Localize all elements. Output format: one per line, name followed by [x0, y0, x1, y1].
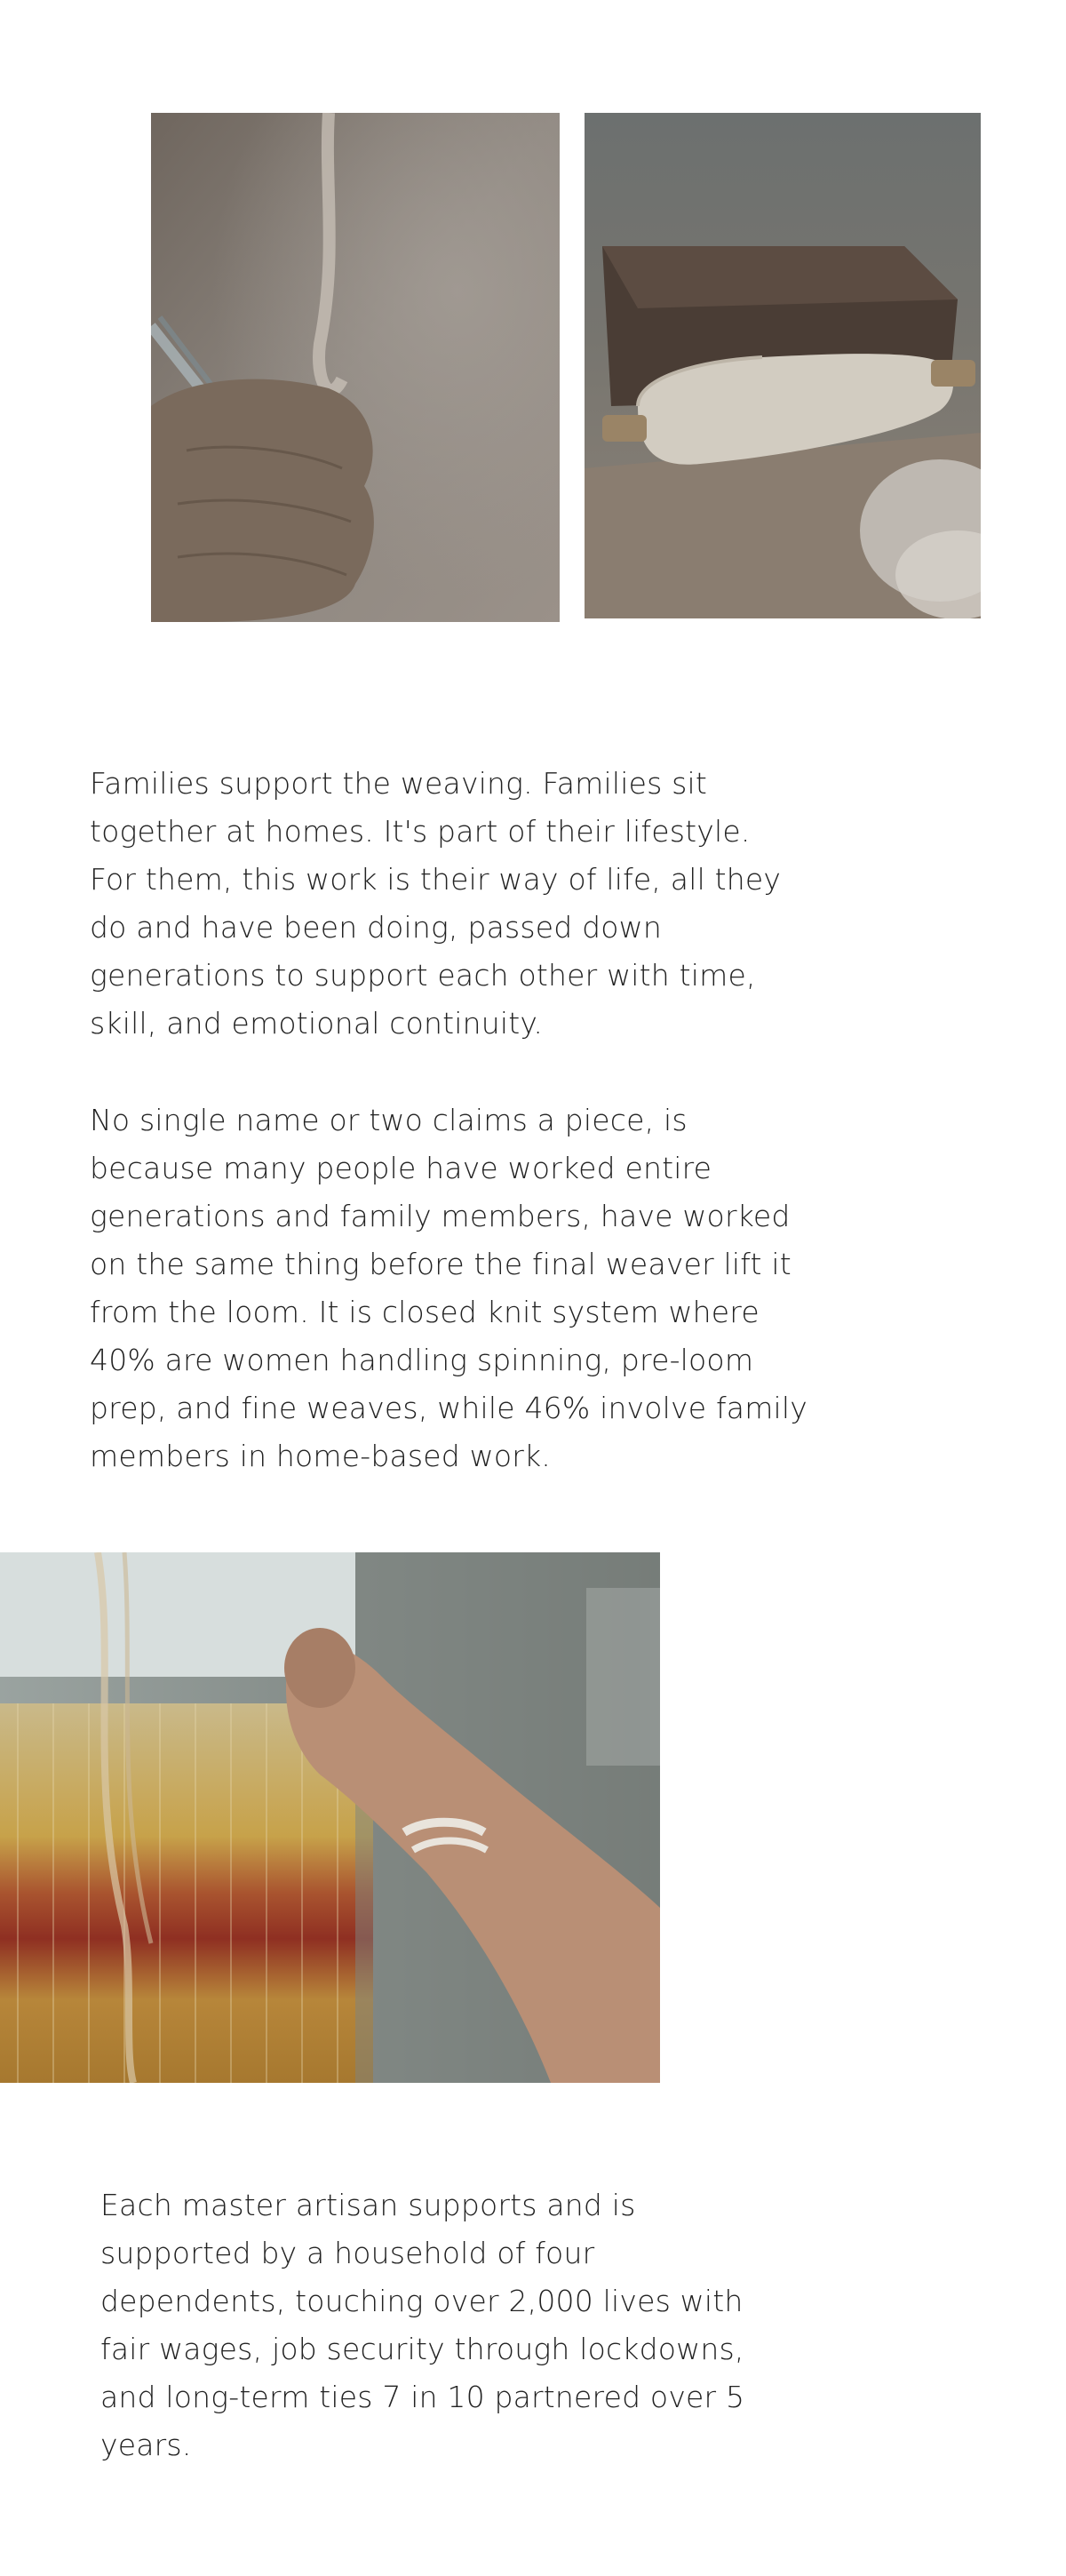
paragraph-line: because many people have worked entire	[90, 1151, 712, 1185]
paragraph-line: Families support the weaving. Families sit	[90, 766, 708, 801]
hand-thread-photo	[151, 113, 560, 622]
paragraph-line: together at homes. It's part of their lifestyle.	[90, 814, 751, 849]
paragraph-line: dependents, touching over 2,000 lives with	[100, 2284, 744, 2318]
no-single-name-paragraph	[90, 1097, 889, 1480]
paragraph-line: skill, and emotional continuity.	[90, 1006, 544, 1041]
loom-photo	[0, 1552, 660, 2083]
paragraph-line: years.	[100, 2428, 192, 2462]
paragraph-line: generations to support each other with time,	[90, 958, 756, 993]
families-paragraph	[90, 760, 889, 1048]
paragraph-line: Each master artisan supports and is	[100, 2188, 636, 2222]
spool-photo	[585, 113, 981, 618]
paragraph-line: from the loom. It is closed knit system where	[90, 1295, 760, 1329]
paragraph-line: prep, and fine weaves, while 46% involve family	[90, 1391, 808, 1425]
paragraph-line: No single name or two claims a piece, is	[90, 1103, 688, 1137]
paragraph-line: and long-term ties 7 in 10 partnered over 5	[100, 2380, 745, 2414]
paragraph-line: fair wages, job security through lockdowns,	[100, 2332, 744, 2366]
master-artisan-paragraph	[100, 2181, 900, 2469]
paragraph-line: generations and family members, have worked	[90, 1199, 791, 1233]
paragraph-line: on the same thing before the final weaver lift it	[90, 1247, 792, 1281]
paragraph-line: supported by a household of four	[100, 2236, 595, 2270]
paragraph-line: For them, this work is their way of life, all they	[90, 862, 782, 897]
paragraph-line: 40% are women handling spinning, pre-loom	[90, 1343, 754, 1377]
paragraph-line: do and have been doing, passed down	[90, 910, 662, 945]
paragraph-line: members in home-based work.	[90, 1439, 551, 1473]
